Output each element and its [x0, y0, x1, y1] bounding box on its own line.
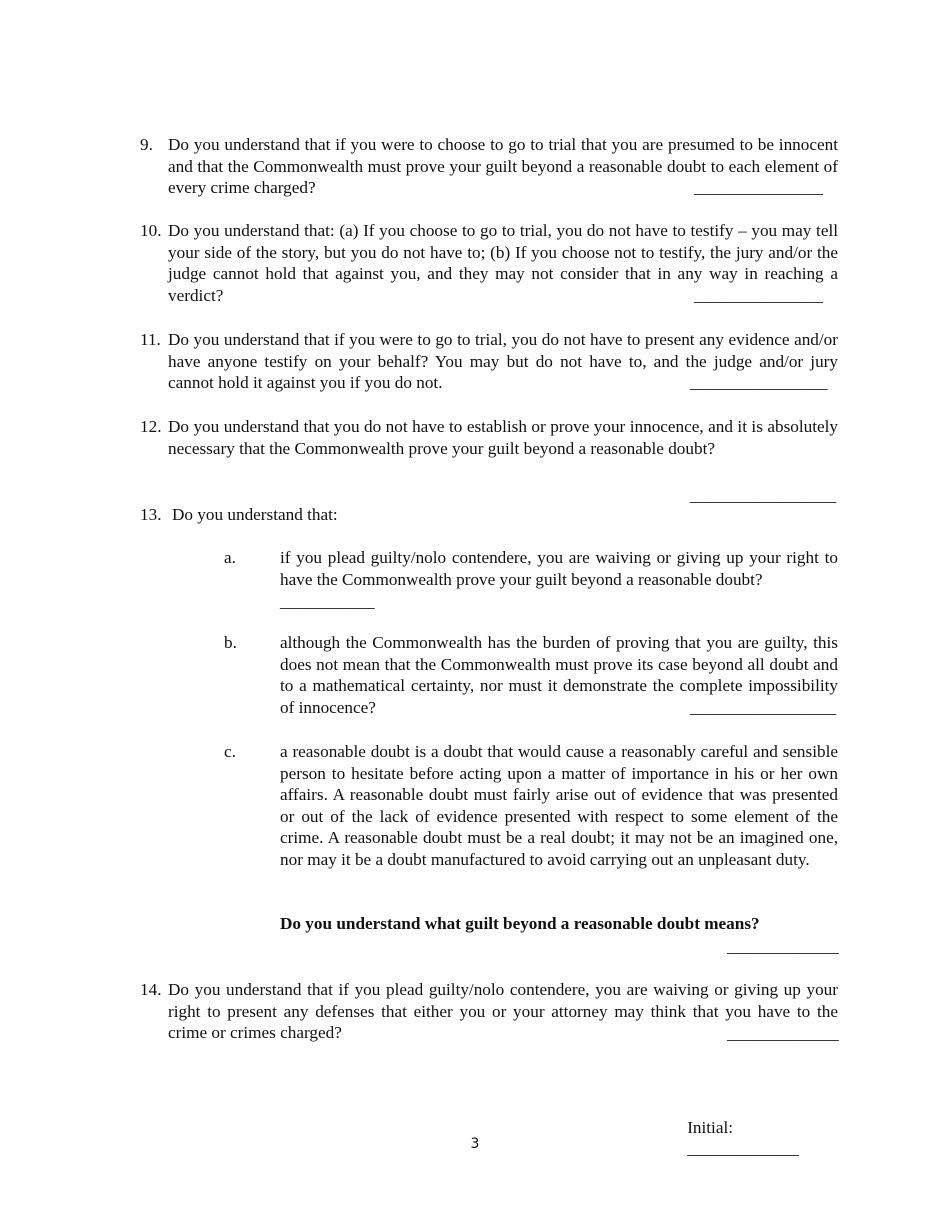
question-text: Do you understand that you do not have to establish or prove your innocence, and it is absolutely necessary that the Commonwealth prove your guilt beyond a reasonable doubt?	[168, 417, 838, 458]
sub-item-text: a reasonable doubt is a doubt that would cause a reasonably careful and sensible person to hesitate before acting upon a matter of importance in his or her own affairs. A reasonable doubt must fairly arise out of evidence that was presented or out of the lack of evidence presented with respect to some element of the crime. A reasonable doubt must be a real doubt; it may not be an imagined one, nor may it be a doubt manufactured to avoid carrying out an unpleasant duty.	[280, 742, 838, 869]
question-text: Do you understand that if you were to go to trial, you do not have to present any evidence and/or have anyone testify on your behalf? You may but do not have to, and the judge and/or jury cannot hold it against you if you do not.	[168, 330, 838, 393]
question-13	[140, 504, 838, 526]
question-number: 13.	[140, 505, 162, 524]
question-text: Do you understand that if you plead guilty/nolo contendere, you are waiving or giving up your right to present any defenses that either you or your attorney may think that you have to the crime or crimes charged?	[168, 980, 838, 1043]
answer-blank-14[interactable]: _____________	[727, 1024, 839, 1043]
answer-blank-10[interactable]: _______________	[694, 286, 823, 305]
question-number: 12.	[140, 417, 162, 436]
question-text: Do you understand that:	[172, 505, 338, 524]
question-text: Do you understand that if you were to choose to go to trial that you are presumed to be innocent and that the Commonwealth must prove your guilt beyond a reasonable doubt to each element of every crime charged?	[168, 135, 838, 198]
answer-blank-13c[interactable]: _____________	[727, 937, 839, 956]
answer-blank-13b[interactable]: _________________	[690, 698, 837, 717]
question-number: 11.	[140, 330, 161, 349]
answer-blank-9[interactable]: _______________	[694, 178, 823, 197]
answer-blank-12[interactable]: _________________	[690, 486, 837, 505]
question-number: 10.	[140, 221, 162, 240]
question-number: 9.	[140, 135, 153, 154]
initial-label: Initial:	[687, 1117, 738, 1137]
sub-item-letter: c.	[224, 742, 236, 761]
question-number: 14.	[140, 980, 162, 999]
question-text: Do you understand that: (a) If you choose to go to trial, you do not have to testify – you may tell your side of the story, but you do not have to; (b) If you choose not to testify, the jury and/or the judge cannot hold that against you, and they may not consider that in any way in reaching a verdict?	[168, 221, 838, 305]
initial-blank[interactable]: _____________	[687, 1139, 799, 1159]
sub-item-a	[224, 547, 838, 590]
question-12	[140, 416, 838, 459]
bold-question: Do you understand what guilt beyond a reasonable doubt means?	[280, 914, 760, 933]
page-number: 3	[470, 1136, 480, 1152]
sub-item-letter: b.	[224, 633, 237, 652]
sub-item-text: although the Commonwealth has the burden of proving that you are guilty, this does not mean that the Commonwealth must prove its case beyond all doubt and to a mathematical certainty, nor must it demonstrate the complete impossibility of innocence?	[280, 633, 838, 717]
answer-blank-13a[interactable]: ___________	[280, 592, 375, 611]
sub-item-text: if you plead guilty/nolo contendere, you are waiving or giving up your right to have the Commonwealth prove your guilt beyond a reasonable doubt?	[280, 548, 838, 589]
sub-item-c	[224, 741, 838, 871]
sub-item-letter: a.	[224, 548, 236, 567]
answer-blank-11[interactable]: ________________	[690, 373, 828, 392]
